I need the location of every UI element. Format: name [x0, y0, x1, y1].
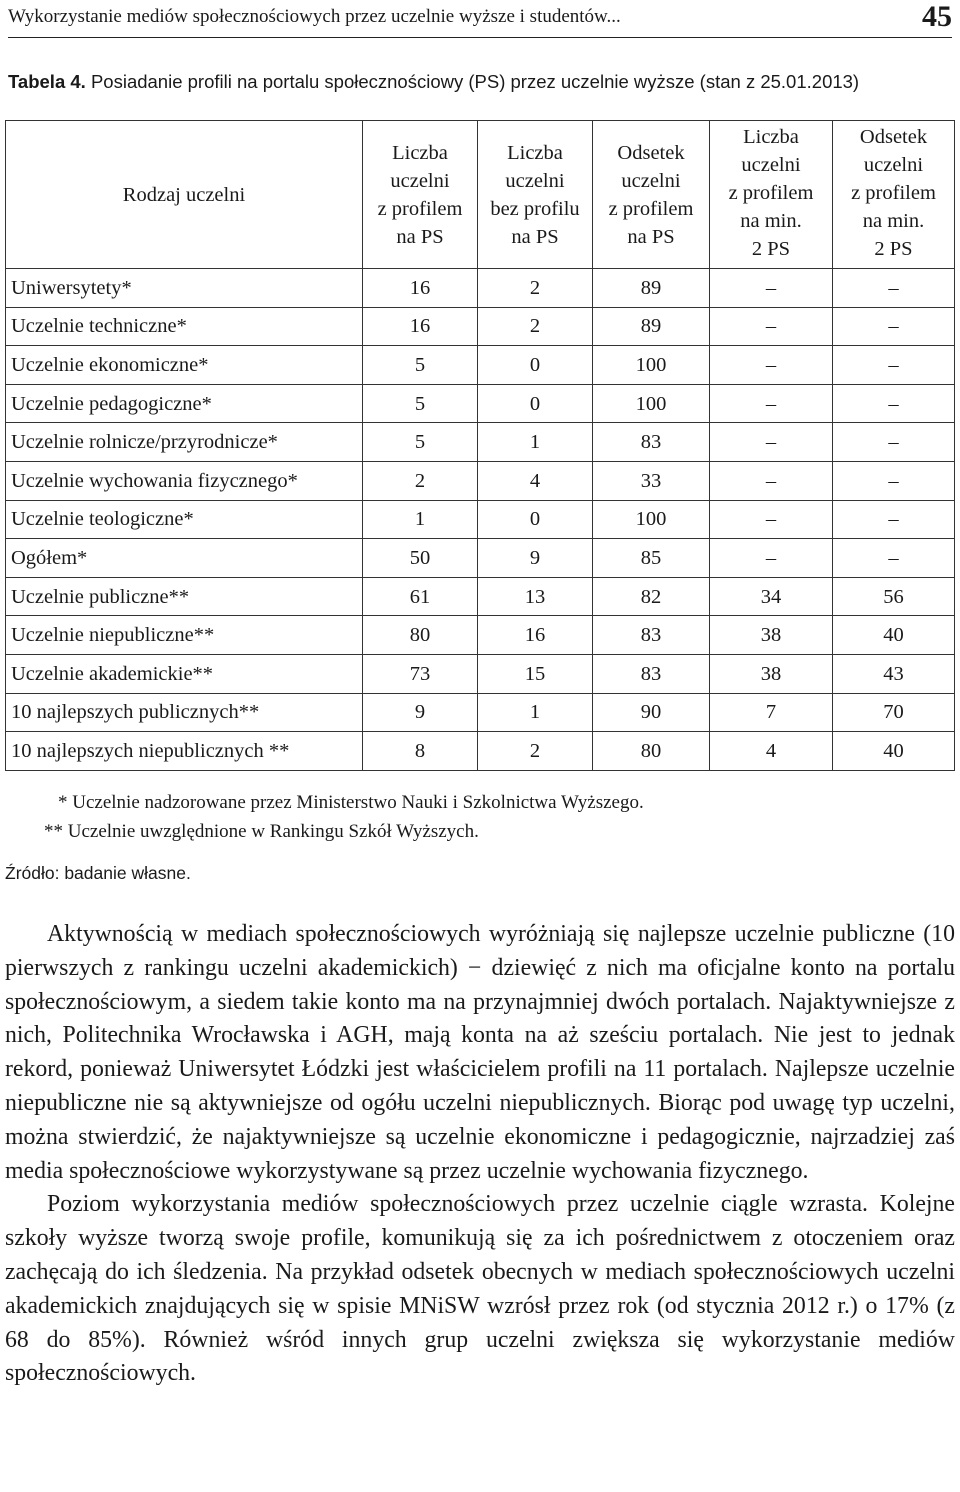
- row-label: Uczelnie ekonomiczne*: [6, 346, 363, 385]
- paragraph-1: Aktywnością w mediach społecznościowych wyróżniają się najlepsze uczelnie publiczne (10 pierwszych z rankingu uczelni akademickich) − dziewięć z nich ma oficjalne konto na portalu społecznościowym, a siedem takie konto ma na przynajmniej dwóch portalach. Najaktywniejsze z nich, Politechnika Wrocławska i AGH, mają konta na aż sześciu portalach. Nie jest to jednak rekord, ponieważ Uniwersytet Łódzki jest właścicielem profili na 11 portalach. Najlepsze uczelnie niepubliczne nie są aktywniejsze od ogółu uczelni niepublicznych. Biorąc pod uwagę typ uczelni, można stwierdzić, że najaktywniejsze są uczelnie ekonomiczne i pedagogicznie, najrzadziej zaś media społecznościowe wykorzystywane są przez uczelnie wychowania fizycznego.: [5, 921, 955, 1184]
- table-row: [6, 616, 955, 655]
- table-cell: 2: [478, 732, 593, 771]
- table-cell: –: [710, 500, 833, 539]
- table-cell: 4: [710, 732, 833, 771]
- row-label: Uczelnie pedagogiczne*: [6, 384, 363, 423]
- row-label: Uczelnie teologiczne*: [6, 500, 363, 539]
- table-cell: 40: [833, 732, 955, 771]
- table-row: [6, 269, 955, 308]
- table-cell: 90: [593, 693, 710, 732]
- table-cell: 2: [478, 269, 593, 308]
- footnote-2: ** Uczelnie uwzględnione w Rankingu Szkół Wyższych.: [44, 821, 479, 842]
- table-row: [6, 384, 955, 423]
- table-caption-text: Posiadanie profili na portalu społecznościowy (PS) przez uczelnie wyższe (stan z 25.01.2013): [90, 71, 860, 92]
- column-header-type: Rodzaj uczelni: [6, 121, 363, 269]
- column-header-min2-count: Liczba uczelni z profilem na min. 2 PS: [710, 121, 833, 269]
- table-cell: 0: [478, 346, 593, 385]
- table-cell: 70: [833, 693, 955, 732]
- row-label: 10 najlepszych publicznych**: [6, 693, 363, 732]
- table-row: [6, 346, 955, 385]
- table-cell: 7: [710, 693, 833, 732]
- paragraph-2: Poziom wykorzystania mediów społecznościowych przez uczelnie ciągle wzrasta. Kolejne szkoły wyższe tworzą swoje profile, komunikują się za ich pośrednictwem z otoczeniem oraz zachęcają do ich śledzenia. Na przykład odsetek obecnych w mediach społecznościowych uczelni akademickich znajdujących się w spisie MNiSW wzrósł przez rok (od stycznia 2012 r.) o 17% (z 68 do 85%). Również wśród innych grup uczelni zwiększa się wykorzystanie mediów społecznościowych.: [5, 1191, 955, 1387]
- table-cell: 100: [593, 500, 710, 539]
- row-label: Uniwersytety*: [6, 269, 363, 308]
- row-label: Ogółem*: [6, 539, 363, 578]
- table-cell: –: [833, 423, 955, 462]
- table-row: [6, 732, 955, 771]
- table-cell: 89: [593, 307, 710, 346]
- table-cell: 80: [363, 616, 478, 655]
- table-cell: 83: [593, 654, 710, 693]
- table-cell: 9: [478, 539, 593, 578]
- table-row: [6, 539, 955, 578]
- column-header-without-profile: Liczba uczelni bez profilu na PS: [478, 121, 593, 269]
- row-label: Uczelnie niepubliczne**: [6, 616, 363, 655]
- table-cell: 43: [833, 654, 955, 693]
- table-cell: –: [833, 307, 955, 346]
- table-cell: –: [710, 346, 833, 385]
- table-cell: 85: [593, 539, 710, 578]
- table-cell: 5: [363, 346, 478, 385]
- table-row: [6, 693, 955, 732]
- running-head: [8, 0, 952, 38]
- row-label: 10 najlepszych niepublicznych **: [6, 732, 363, 771]
- table-cell: –: [710, 269, 833, 308]
- table-cell: 83: [593, 616, 710, 655]
- table-cell: 38: [710, 654, 833, 693]
- table-cell: 56: [833, 577, 955, 616]
- table-footnotes: [44, 788, 944, 846]
- table-cell: –: [833, 346, 955, 385]
- footnote-1: * Uczelnie nadzorowane przez Ministerstwo Nauki i Szkolnictwa Wyższego.: [58, 792, 644, 813]
- table-cell: 50: [363, 539, 478, 578]
- column-header-with-profile: Liczba uczelni z profilem na PS: [363, 121, 478, 269]
- table-cell: 16: [363, 307, 478, 346]
- table-cell: 33: [593, 461, 710, 500]
- row-label: Uczelnie publiczne**: [6, 577, 363, 616]
- body-text: [5, 918, 955, 1391]
- table-cell: 38: [710, 616, 833, 655]
- table-cell: 40: [833, 616, 955, 655]
- table-caption-label: Tabela 4.: [8, 71, 86, 92]
- table-cell: 100: [593, 384, 710, 423]
- table-cell: –: [833, 384, 955, 423]
- table-cell: 34: [710, 577, 833, 616]
- table-row: [6, 423, 955, 462]
- table-cell: –: [710, 539, 833, 578]
- table-cell: 9: [363, 693, 478, 732]
- table-caption: [8, 70, 958, 94]
- column-header-min2-percent: Odsetek uczelni z profilem na min. 2 PS: [833, 121, 955, 269]
- table-cell: 1: [363, 500, 478, 539]
- table-cell: 0: [478, 384, 593, 423]
- table-cell: 8: [363, 732, 478, 771]
- table-row: [6, 654, 955, 693]
- table-cell: 13: [478, 577, 593, 616]
- table-cell: 89: [593, 269, 710, 308]
- column-header-percent-with-profile: Odsetek uczelni z profilem na PS: [593, 121, 710, 269]
- table-cell: 73: [363, 654, 478, 693]
- table-cell: 1: [478, 693, 593, 732]
- row-label: Uczelnie wychowania fizycznego*: [6, 461, 363, 500]
- table-cell: 15: [478, 654, 593, 693]
- running-title: Wykorzystanie mediów społecznościowych przez uczelnie wyższe i studentów...: [8, 6, 621, 27]
- table-cell: –: [710, 384, 833, 423]
- table-cell: –: [710, 307, 833, 346]
- table-cell: –: [833, 461, 955, 500]
- table-cell: 100: [593, 346, 710, 385]
- table-cell: 61: [363, 577, 478, 616]
- table-cell: 0: [478, 500, 593, 539]
- table-cell: 4: [478, 461, 593, 500]
- table-source: Źródło: badanie własne.: [5, 863, 191, 883]
- row-label: Uczelnie rolnicze/przyrodnicze*: [6, 423, 363, 462]
- table-cell: 5: [363, 384, 478, 423]
- row-label: Uczelnie techniczne*: [6, 307, 363, 346]
- table-row: [6, 577, 955, 616]
- page-number: 45: [922, 0, 952, 33]
- table-cell: –: [833, 539, 955, 578]
- table-cell: –: [710, 461, 833, 500]
- table-row: [6, 461, 955, 500]
- table-cell: –: [833, 269, 955, 308]
- table-cell: 1: [478, 423, 593, 462]
- table-row: [6, 307, 955, 346]
- table-cell: 80: [593, 732, 710, 771]
- table-header-row: [6, 121, 955, 269]
- row-label: Uczelnie akademickie**: [6, 654, 363, 693]
- data-table: [5, 120, 955, 771]
- table-cell: 16: [363, 269, 478, 308]
- table-cell: 16: [478, 616, 593, 655]
- table-cell: 5: [363, 423, 478, 462]
- table-cell: –: [833, 500, 955, 539]
- table-cell: –: [710, 423, 833, 462]
- table-cell: 2: [363, 461, 478, 500]
- table-cell: 2: [478, 307, 593, 346]
- table-cell: 83: [593, 423, 710, 462]
- table-cell: 82: [593, 577, 710, 616]
- table-row: [6, 500, 955, 539]
